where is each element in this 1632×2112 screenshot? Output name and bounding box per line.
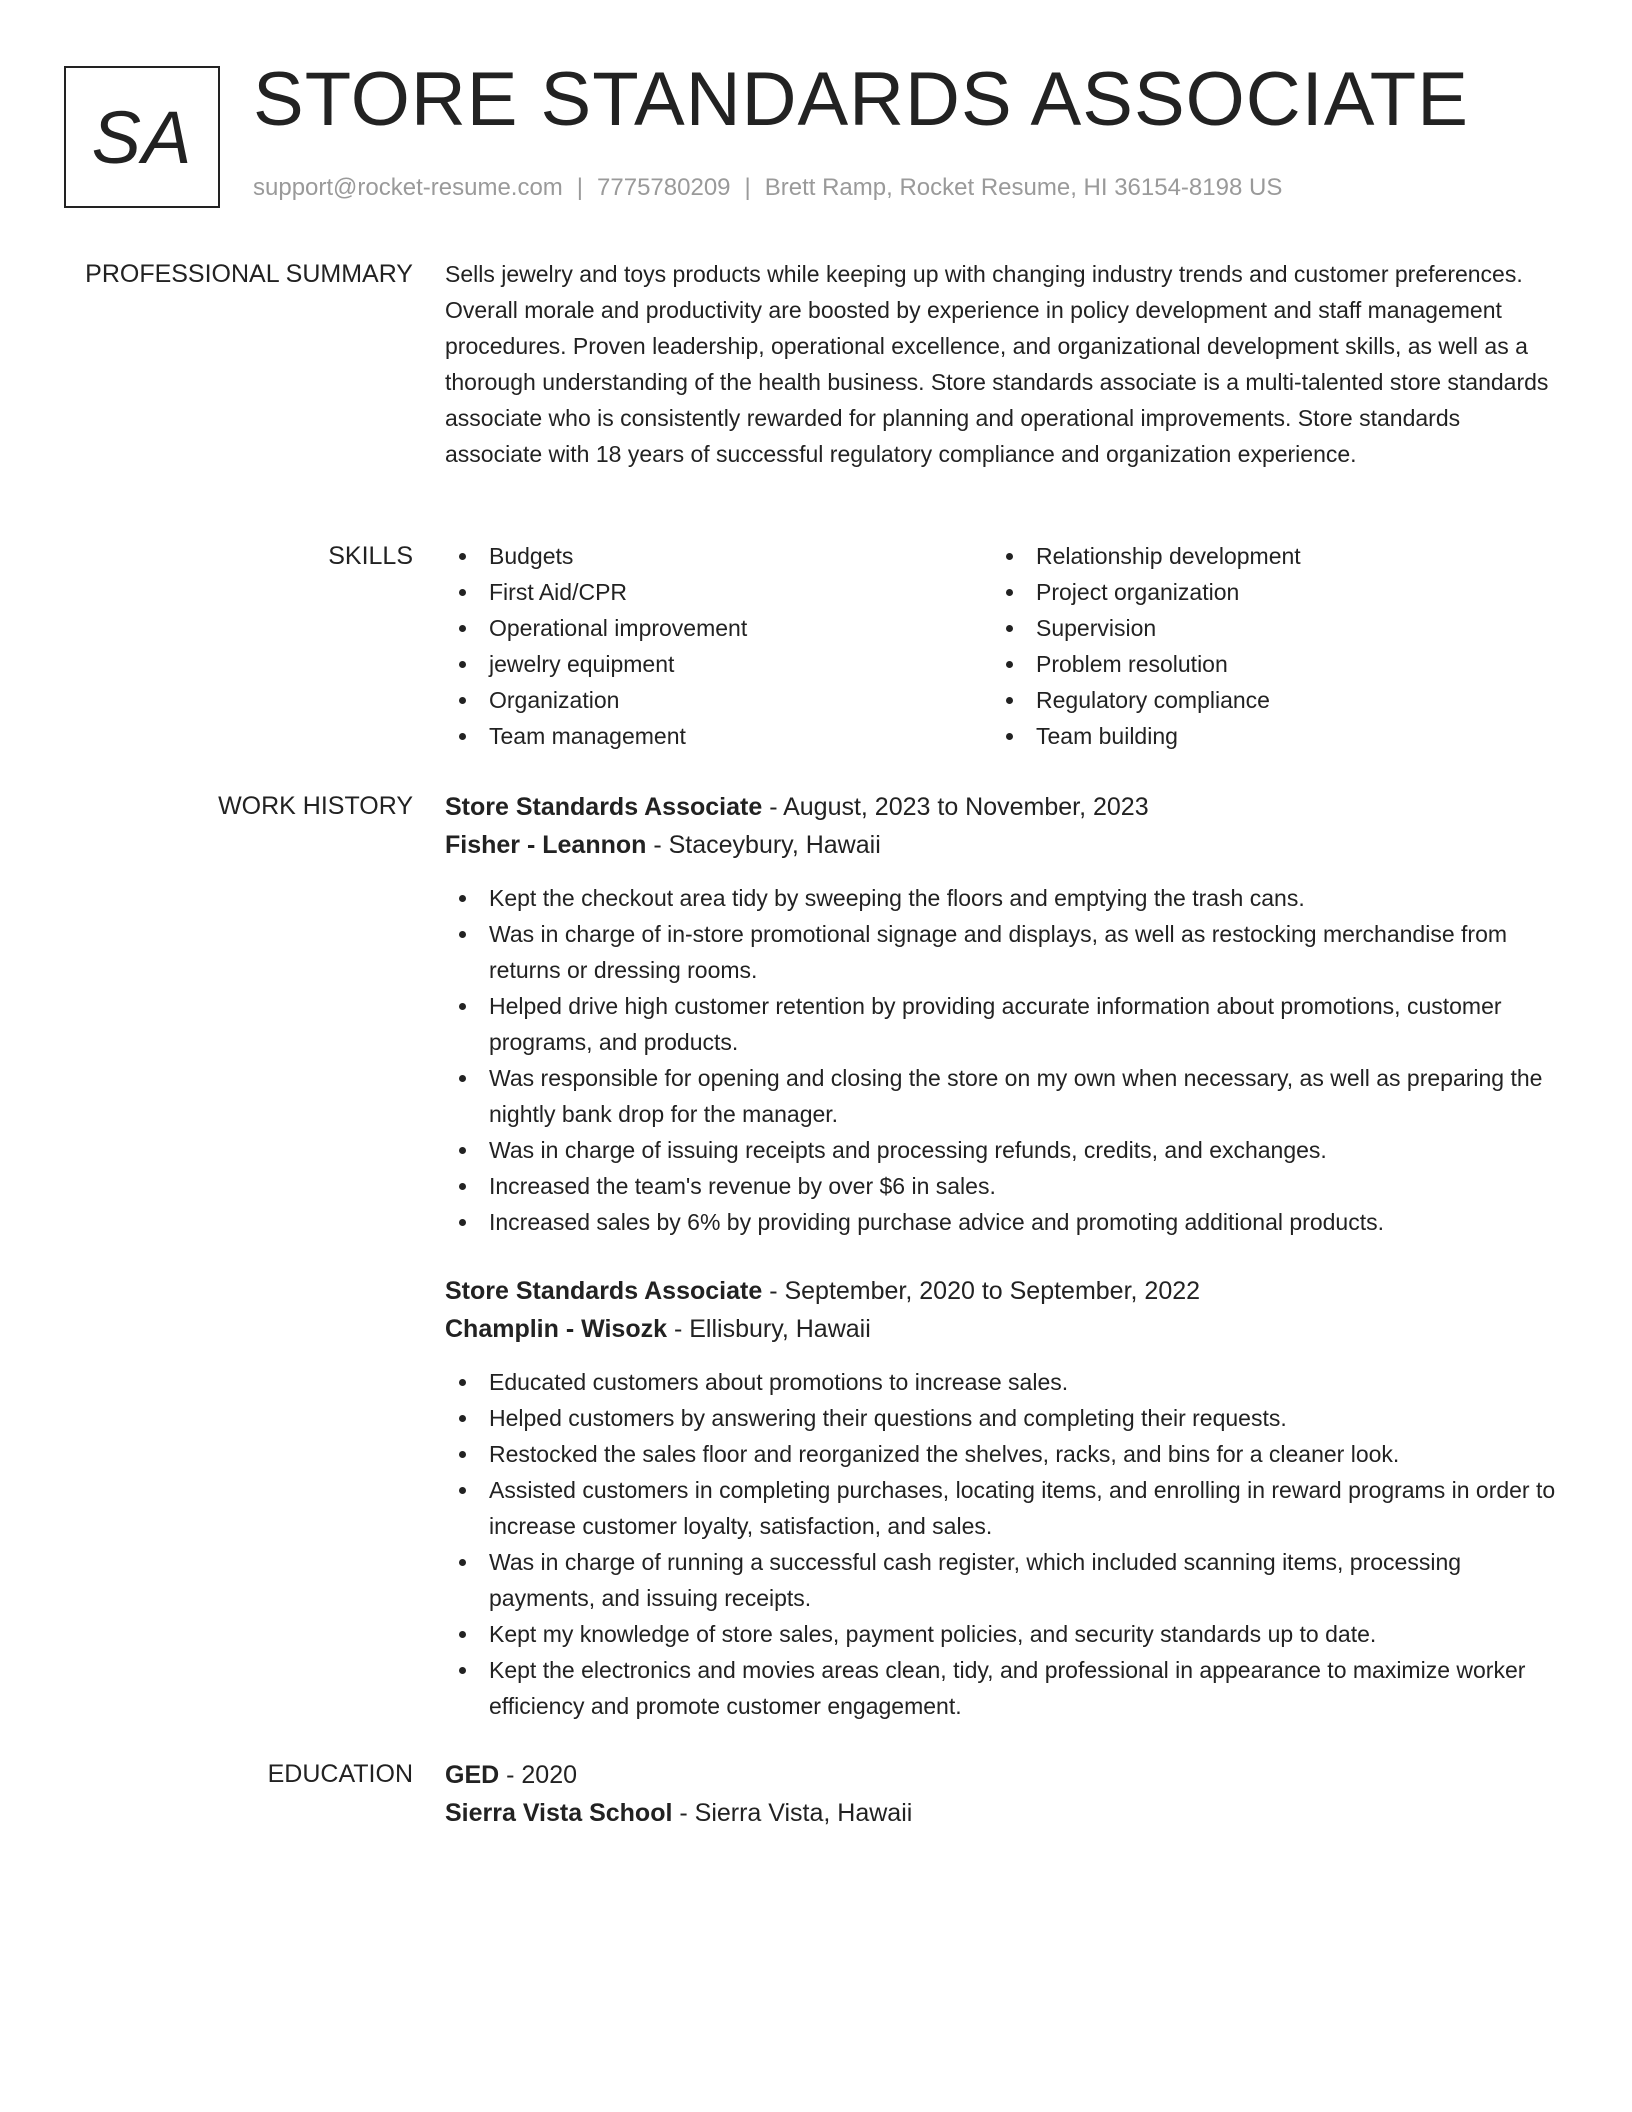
- skill-item: jewelry equipment: [445, 646, 992, 682]
- job-bullet: Helped drive high customer retention by providing accurate information about promotions, customer programs, and products.: [445, 988, 1560, 1060]
- job-dates: - August, 2023 to November, 2023: [762, 793, 1149, 821]
- job-company: Champlin - Wisozk: [445, 1315, 668, 1343]
- section-label-skills: SKILLS: [328, 542, 413, 570]
- resume-title: STORE STANDARDS ASSOCIATE: [253, 57, 1469, 142]
- skill-item: Budgets: [445, 538, 992, 574]
- skills-columns: [445, 538, 1560, 754]
- job-title-line: [445, 1272, 1560, 1310]
- monogram-badge: [64, 66, 220, 208]
- job-bullet: Was responsible for opening and closing the store on my own when necessary, as well as preparing the nightly bank drop for the manager.: [445, 1060, 1560, 1132]
- job-bullet: Educated customers about promotions to increase sales.: [445, 1364, 1560, 1400]
- skill-item: First Aid/CPR: [445, 574, 992, 610]
- job-entry: [445, 788, 1560, 1240]
- skills-list-left: [445, 538, 992, 754]
- job-bullet: Was in charge of running a successful cash register, which included scanning items, processing payments, and issuing receipts.: [445, 1544, 1560, 1616]
- job-bullet: Was in charge of in-store promotional signage and displays, as well as restocking merchandise from returns or dressing rooms.: [445, 916, 1560, 988]
- job-company-line: [445, 1310, 1560, 1348]
- contact-phone: 7775780209: [597, 174, 731, 201]
- contact-address: Brett Ramp, Rocket Resume, HI 36154-8198 US: [764, 174, 1283, 201]
- education-location: - Sierra Vista, Hawaii: [672, 1799, 913, 1827]
- summary-text: Sells jewelry and toys products while keeping up with changing industry trends and customer preferences. Overall morale and productivity are boosted by experience in policy development and staff management procedures. Proven leadership, operational excellence, and organizational development skills, as well as a thorough understanding of the health business. Store standards associate is a multi-talented store standards associate who is consistently rewarded for planning and operational improvements. Store standards associate with 18 years of successful regulatory compliance and organization experience.: [445, 261, 1549, 467]
- work-history-body: [445, 788, 1560, 1756]
- job-bullet: Increased sales by 6% by providing purchase advice and promoting additional products.: [445, 1204, 1560, 1240]
- section-label-education: EDUCATION: [267, 1760, 413, 1788]
- job-bullets: [445, 880, 1560, 1240]
- job-bullet: Kept my knowledge of store sales, payment policies, and security standards up to date.: [445, 1616, 1560, 1652]
- job-company-line: [445, 826, 1560, 864]
- job-location: - Ellisbury, Hawaii: [667, 1315, 871, 1343]
- contact-email: support@rocket-resume.com: [253, 174, 563, 201]
- job-location: - Staceybury, Hawaii: [646, 831, 881, 859]
- job-title: Store Standards Associate: [445, 793, 763, 821]
- skill-item: Relationship development: [992, 538, 1539, 574]
- skills-body: [445, 538, 1560, 754]
- skill-item: Problem resolution: [992, 646, 1539, 682]
- section-label-work: WORK HISTORY: [218, 792, 413, 820]
- skill-item: Project organization: [992, 574, 1539, 610]
- education-degree-line: [445, 1756, 1560, 1794]
- education-degree: GED: [445, 1761, 500, 1789]
- job-bullet: Kept the checkout area tidy by sweeping the floors and emptying the trash cans.: [445, 880, 1560, 916]
- education-year: - 2020: [499, 1761, 578, 1789]
- skill-item: Regulatory compliance: [992, 682, 1539, 718]
- section-label-summary: PROFESSIONAL SUMMARY: [85, 260, 413, 288]
- job-bullet: Restocked the sales floor and reorganized the shelves, racks, and bins for a cleaner look.: [445, 1436, 1560, 1472]
- job-title-line: [445, 788, 1560, 826]
- job-bullets: [445, 1364, 1560, 1724]
- skill-item: Team management: [445, 718, 992, 754]
- job-bullet: Kept the electronics and movies areas clean, tidy, and professional in appearance to maximize worker efficiency and promote customer engagement.: [445, 1652, 1560, 1724]
- job-bullet: Helped customers by answering their questions and completing their requests.: [445, 1400, 1560, 1436]
- skill-item: Supervision: [992, 610, 1539, 646]
- contact-separator: |: [576, 174, 584, 201]
- education-school: Sierra Vista School: [445, 1799, 673, 1827]
- job-bullet: Assisted customers in completing purchases, locating items, and enrolling in reward programs in order to increase customer loyalty, satisfaction, and sales.: [445, 1472, 1560, 1544]
- job-company: Fisher - Leannon: [445, 831, 647, 859]
- skill-item: Organization: [445, 682, 992, 718]
- skills-list-right: [992, 538, 1539, 754]
- contact-line: [253, 174, 1282, 202]
- job-bullet: Increased the team's revenue by over $6 in sales.: [445, 1168, 1560, 1204]
- skill-item: Operational improvement: [445, 610, 992, 646]
- job-title: Store Standards Associate: [445, 1277, 763, 1305]
- job-bullet: Was in charge of issuing receipts and processing refunds, credits, and exchanges.: [445, 1132, 1560, 1168]
- job-entry: [445, 1272, 1560, 1724]
- monogram-initials: SA: [91, 95, 193, 179]
- contact-separator: |: [744, 174, 751, 201]
- education-body: [445, 1756, 1560, 1848]
- job-dates: - September, 2020 to September, 2022: [762, 1277, 1201, 1305]
- skill-item: Team building: [992, 718, 1539, 754]
- education-school-line: [445, 1794, 1560, 1832]
